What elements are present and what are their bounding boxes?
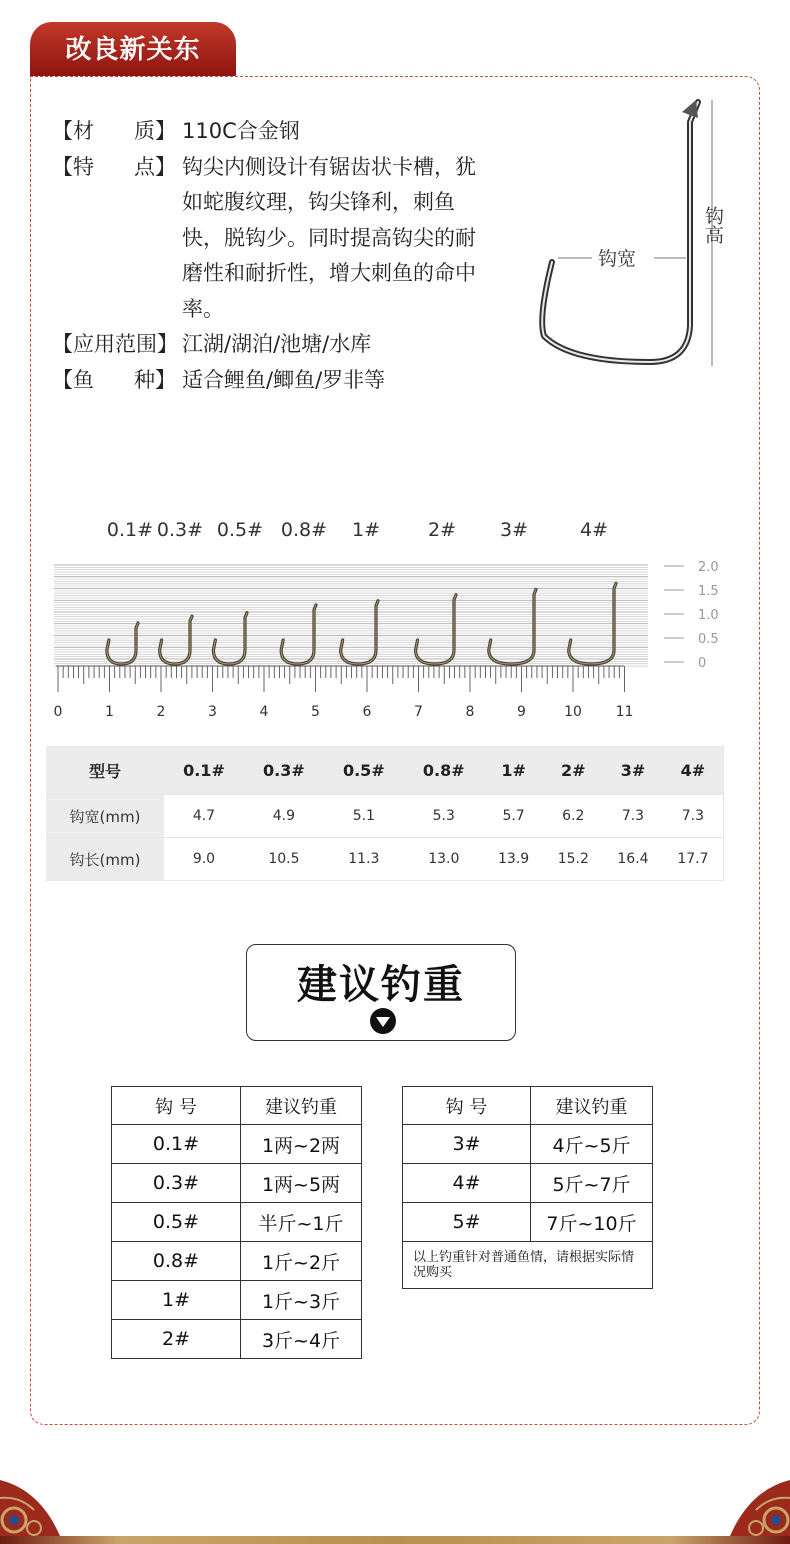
spec-key: 【应用范围】 bbox=[52, 332, 178, 356]
table-cell: 4.7 bbox=[164, 795, 244, 838]
spec-row-feature bbox=[52, 150, 494, 328]
table-cell: 16.4 bbox=[603, 838, 663, 881]
hook-size-label: 0.5# bbox=[216, 519, 264, 541]
spec-list bbox=[52, 114, 494, 398]
hook-size-cell: 0.3# bbox=[112, 1164, 241, 1203]
table-row bbox=[112, 1203, 362, 1242]
weight-table-right bbox=[402, 1086, 653, 1289]
row-header: 钩长(mm) bbox=[46, 838, 164, 881]
table-cell: 15.2 bbox=[543, 838, 603, 881]
weight-cell: 4斤~5斤 bbox=[531, 1125, 653, 1164]
hook-size-cell: 5# bbox=[403, 1203, 531, 1242]
table-cell: 13.9 bbox=[484, 838, 544, 881]
weight-cell: 1斤~2斤 bbox=[241, 1242, 362, 1281]
column-header: 0.3# bbox=[244, 746, 324, 795]
table-row bbox=[112, 1320, 362, 1359]
table-cell: 4.9 bbox=[244, 795, 324, 838]
height-tick-label: 1.5 bbox=[698, 584, 719, 599]
hook-size-cell: 4# bbox=[403, 1164, 531, 1203]
ruler-scale-label: 6 bbox=[362, 704, 372, 720]
ruler-scale-label: 11 bbox=[615, 704, 634, 720]
hook-outline bbox=[542, 102, 698, 362]
hook-size-label: 1# bbox=[351, 519, 381, 541]
weight-cell: 1斤~3斤 bbox=[241, 1281, 362, 1320]
table-row bbox=[403, 1125, 653, 1164]
weight-table-left bbox=[111, 1086, 362, 1359]
table-cell: 17.7 bbox=[663, 838, 724, 881]
table-cell: 13.0 bbox=[404, 838, 484, 881]
table-row bbox=[403, 1203, 653, 1242]
ruler-scale-label: 4 bbox=[259, 704, 269, 720]
hook-size-cell: 0.1# bbox=[112, 1125, 241, 1164]
ruler-scale-label: 3 bbox=[208, 704, 217, 720]
chevron-down-circle-icon bbox=[369, 1007, 397, 1035]
weight-cell: 半斤~1斤 bbox=[241, 1203, 362, 1242]
hook-size-cell: 0.5# bbox=[112, 1203, 241, 1242]
column-header-weight: 建议钓重 bbox=[241, 1087, 362, 1125]
weight-cell: 3斤~4斤 bbox=[241, 1320, 362, 1359]
table-cell: 5.3 bbox=[404, 795, 484, 838]
recommend-weight-heading bbox=[246, 944, 516, 1041]
table-cell: 10.5 bbox=[244, 838, 324, 881]
spec-row-material bbox=[52, 114, 494, 150]
ruler-scale-label: 7 bbox=[414, 704, 423, 720]
table-cell: 7.3 bbox=[663, 795, 724, 838]
column-header: 0.1# bbox=[164, 746, 244, 795]
ruler-scale-label: 5 bbox=[311, 704, 320, 720]
hook-width-label: 钩宽 bbox=[598, 248, 637, 270]
column-header: 型号 bbox=[46, 746, 164, 795]
fishhook-icon bbox=[107, 623, 138, 664]
table-row bbox=[112, 1242, 362, 1281]
hook-spec-table bbox=[46, 746, 724, 881]
table-cell: 5.1 bbox=[324, 795, 404, 838]
spec-value: 钩尖内侧设计有锯齿状卡槽，犹如蛇腹纹理，钩尖锋利，刺鱼快，脱钩少。同时提高钩尖的耐磨性和耐折性，增大刺鱼的命中率。 bbox=[182, 154, 476, 321]
hook-size-label: 3# bbox=[499, 519, 529, 541]
height-tick-label: 0.5 bbox=[698, 632, 719, 647]
footer-gold-band bbox=[0, 1536, 790, 1544]
column-header: 1# bbox=[484, 746, 544, 795]
section-title-tab bbox=[30, 22, 236, 76]
table-row bbox=[46, 795, 724, 838]
ruler-scale-label: 1 bbox=[105, 704, 114, 720]
weight-note: 以上钓重针对普通鱼情，请根据实际情况购买 bbox=[403, 1242, 653, 1289]
spec-row-application bbox=[52, 327, 494, 363]
column-header: 3# bbox=[603, 746, 663, 795]
spec-value: 适合鲤鱼/鲫鱼/罗非等 bbox=[182, 367, 386, 392]
table-row bbox=[112, 1281, 362, 1320]
ruler-scale-label: 8 bbox=[465, 704, 475, 720]
table-cell: 6.2 bbox=[543, 795, 603, 838]
column-header: 0.8# bbox=[404, 746, 484, 795]
hook-height-label: 钩高 bbox=[702, 206, 724, 244]
height-tick-label: 1.0 bbox=[698, 608, 719, 623]
table-cell: 11.3 bbox=[324, 838, 404, 881]
fishhook-icon bbox=[281, 605, 316, 664]
height-tick-label: 0 bbox=[698, 656, 707, 671]
section-title: 改良新关东 bbox=[65, 35, 201, 65]
table-row bbox=[112, 1125, 362, 1164]
table-cell: 5.7 bbox=[484, 795, 544, 838]
ornament-left-icon bbox=[0, 1470, 70, 1544]
height-tick-label: 2.0 bbox=[698, 560, 719, 575]
weight-cell: 1两~5两 bbox=[241, 1164, 362, 1203]
table-row bbox=[112, 1164, 362, 1203]
column-header-hook: 钩 号 bbox=[403, 1087, 531, 1125]
recommend-title: 建议钓重 bbox=[297, 962, 465, 1008]
hook-size-ruler bbox=[48, 508, 728, 723]
ornament-right-icon bbox=[720, 1470, 790, 1544]
weight-cell: 7斤~10斤 bbox=[531, 1203, 653, 1242]
table-row bbox=[46, 838, 724, 881]
weight-cell: 5斤~7斤 bbox=[531, 1164, 653, 1203]
column-header: 2# bbox=[543, 746, 603, 795]
table-cell: 7.3 bbox=[603, 795, 663, 838]
hook-size-label: 4# bbox=[579, 519, 609, 541]
spec-key: 【特 点】 bbox=[52, 154, 177, 179]
spec-value: 110C合金钢 bbox=[182, 119, 300, 143]
table-cell: 9.0 bbox=[164, 838, 244, 881]
hook-size-label: 0.8# bbox=[280, 519, 328, 541]
column-header: 0.5# bbox=[324, 746, 404, 795]
hook-size-label: 2# bbox=[427, 519, 457, 541]
ruler-scale-label: 9 bbox=[517, 704, 526, 720]
ruler-scale-label: 10 bbox=[564, 704, 582, 720]
spec-value: 江湖/湖泊/池塘/水库 bbox=[182, 332, 372, 356]
column-header-hook: 钩 号 bbox=[112, 1087, 241, 1125]
hook-size-cell: 1# bbox=[112, 1281, 241, 1320]
spec-key: 【材 质】 bbox=[52, 119, 177, 143]
hook-size-cell: 2# bbox=[112, 1320, 241, 1359]
row-header: 钩宽(mm) bbox=[46, 795, 164, 838]
table-header-row bbox=[112, 1087, 362, 1125]
hook-size-label: 0.3# bbox=[156, 519, 204, 541]
column-header: 4# bbox=[663, 746, 724, 795]
weight-cell: 1两~2两 bbox=[241, 1125, 362, 1164]
table-header-row bbox=[46, 746, 724, 795]
hook-size-cell: 3# bbox=[403, 1125, 531, 1164]
ruler-scale-label: 2 bbox=[156, 704, 166, 720]
spec-row-fish bbox=[52, 363, 494, 399]
ruler-scale-label: 0 bbox=[53, 704, 63, 720]
column-header-weight: 建议钓重 bbox=[531, 1087, 653, 1125]
hook-size-label: 0.1# bbox=[106, 519, 154, 541]
hook-dimension-diagram bbox=[530, 96, 730, 376]
table-row bbox=[403, 1164, 653, 1203]
table-row bbox=[403, 1242, 653, 1289]
spec-key: 【鱼 种】 bbox=[52, 367, 177, 392]
fishhook-highlight bbox=[281, 605, 316, 664]
hook-size-cell: 0.8# bbox=[112, 1242, 241, 1281]
table-header-row bbox=[403, 1087, 653, 1125]
